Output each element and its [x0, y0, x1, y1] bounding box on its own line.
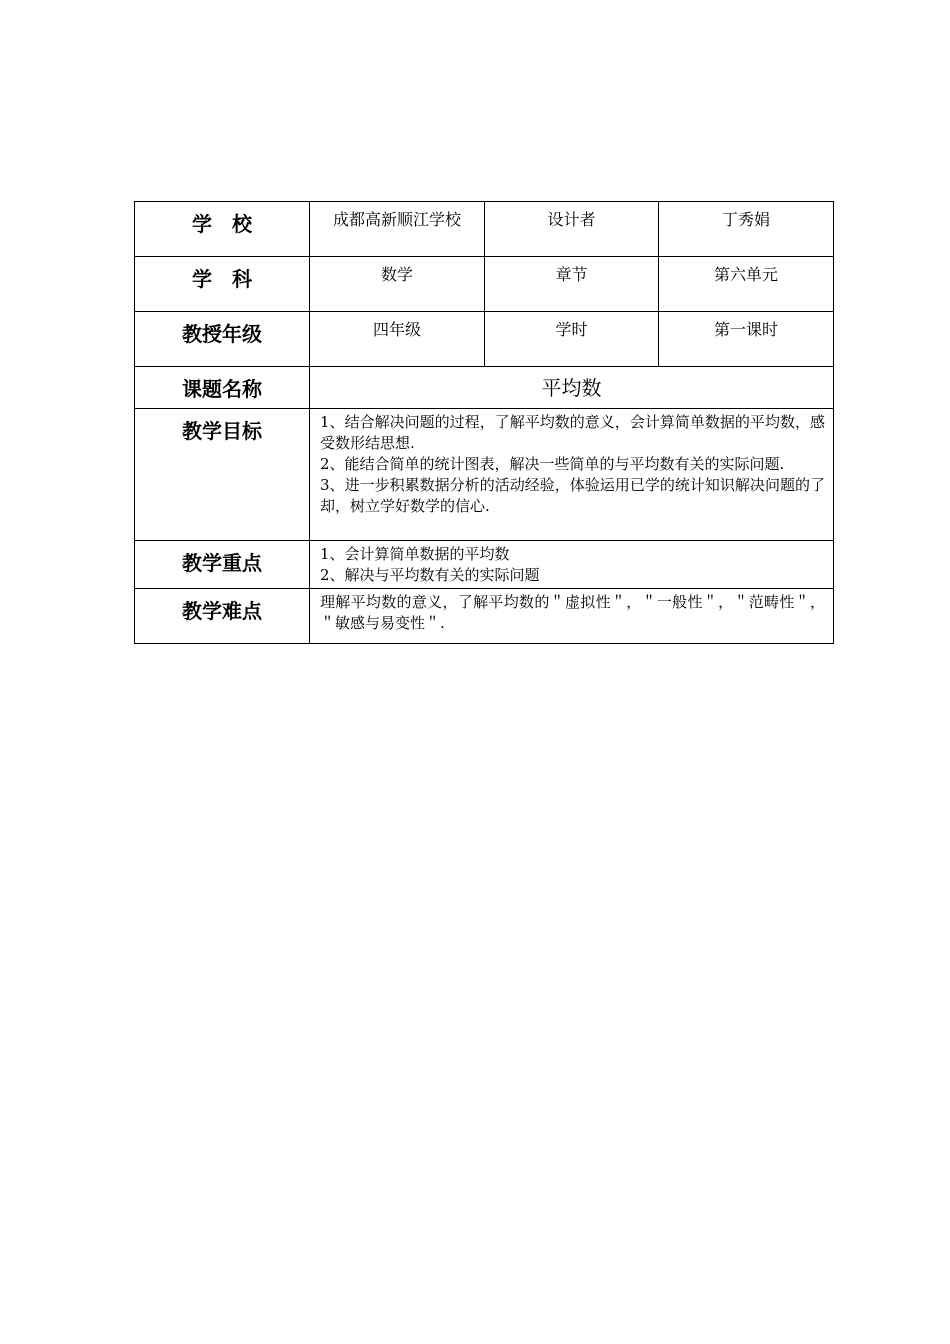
objective-item-3: 3、进一步积累数据分析的活动经验，体验运用已学的统计知识解决问题的了却，树立学好数学的信心.	[320, 476, 825, 515]
row-subject	[135, 257, 834, 312]
label-designer: 设计者	[485, 202, 659, 257]
objective-item-2: 2、能结合简单的统计图表，解决一些简单的与平均数有关的实际问题.	[320, 455, 785, 473]
row-difficulties	[135, 589, 834, 644]
label-grade: 教授年级	[135, 312, 310, 367]
keypoint-item-1: 1、会计算简单数据的平均数	[320, 545, 510, 563]
keypoints-content	[310, 541, 834, 589]
value-period: 第一课时	[659, 312, 834, 367]
objective-item-1: 1、结合解决问题的过程，了解平均数的意义，会计算简单数据的平均数，感受数形结思想.	[320, 413, 825, 452]
value-subject: 数学	[310, 257, 485, 312]
label-difficulties: 教学难点	[135, 589, 310, 644]
keypoint-item-2: 2、解决与平均数有关的实际问题	[320, 566, 540, 584]
label-keypoints: 教学重点	[135, 541, 310, 589]
row-grade	[135, 312, 834, 367]
difficulties-content: 理解平均数的意义，了解平均数的＂虚拟性＂，＂一般性＂，＂范畴性＂，＂敏感与易变性＂.	[310, 589, 834, 644]
label-chapter: 章节	[485, 257, 659, 312]
label-topic: 课题名称	[135, 367, 310, 409]
value-grade: 四年级	[310, 312, 485, 367]
label-objectives: 教学目标	[135, 409, 310, 541]
value-chapter: 第六单元	[659, 257, 834, 312]
label-subject: 学 科	[135, 257, 310, 312]
value-designer: 丁秀娟	[659, 202, 834, 257]
label-school: 学 校	[135, 202, 310, 257]
row-topic	[135, 367, 834, 409]
label-period: 学时	[485, 312, 659, 367]
row-keypoints	[135, 541, 834, 589]
value-topic: 平均数	[310, 367, 834, 409]
row-objectives	[135, 409, 834, 541]
value-school: 成都高新顺江学校	[310, 202, 485, 257]
objectives-content	[310, 409, 834, 541]
lesson-plan-table	[134, 201, 834, 644]
row-school	[135, 202, 834, 257]
lesson-plan-sheet	[134, 201, 833, 644]
